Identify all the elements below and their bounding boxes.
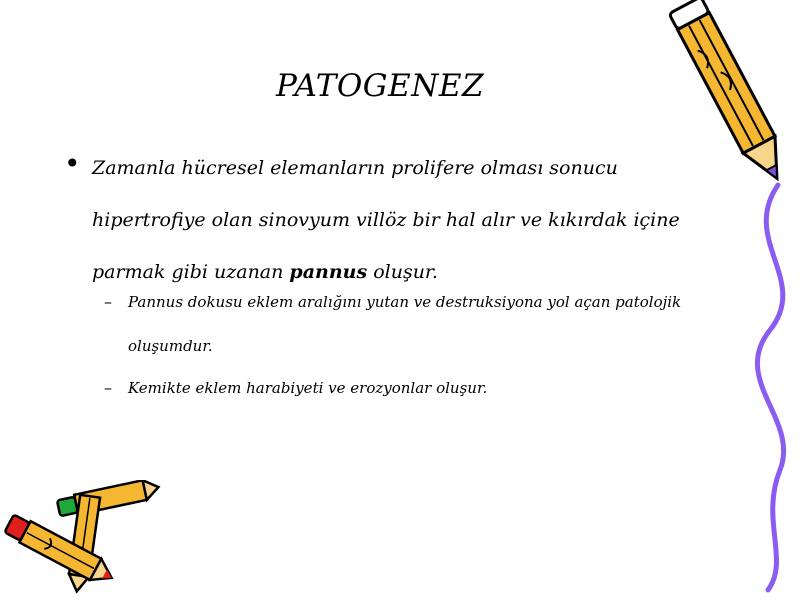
sub-bullet-1: Pannus dokusu eklem aralığını yutan ve destruksiyona yol açan patolojik oluşumdur. bbox=[128, 293, 682, 355]
sub-bullet-marker: – bbox=[104, 378, 112, 397]
bullet-marker: • bbox=[64, 147, 81, 180]
main-bullet-bold-term: pannus bbox=[289, 261, 368, 283]
sub-bullet-2: Kemikte eklem harabiyeti ve erozyonlar oluşur. bbox=[128, 379, 488, 397]
slide-title: PATOGENEZ bbox=[276, 68, 484, 104]
main-bullet-text bbox=[92, 142, 722, 298]
main-bullet-text-after: oluşur. bbox=[367, 261, 438, 283]
pencil-icon bbox=[660, 0, 800, 600]
crayon-pencils-icon bbox=[0, 480, 170, 595]
sub-bullet-marker: – bbox=[104, 292, 112, 311]
main-bullet-text-before: Zamanla hücresel elemanların prolifere olması sonucu hipertrofiye olan sinovyum villöz bir hal alır ve kıkırdak içine parmak gibi uzanan bbox=[92, 157, 680, 283]
